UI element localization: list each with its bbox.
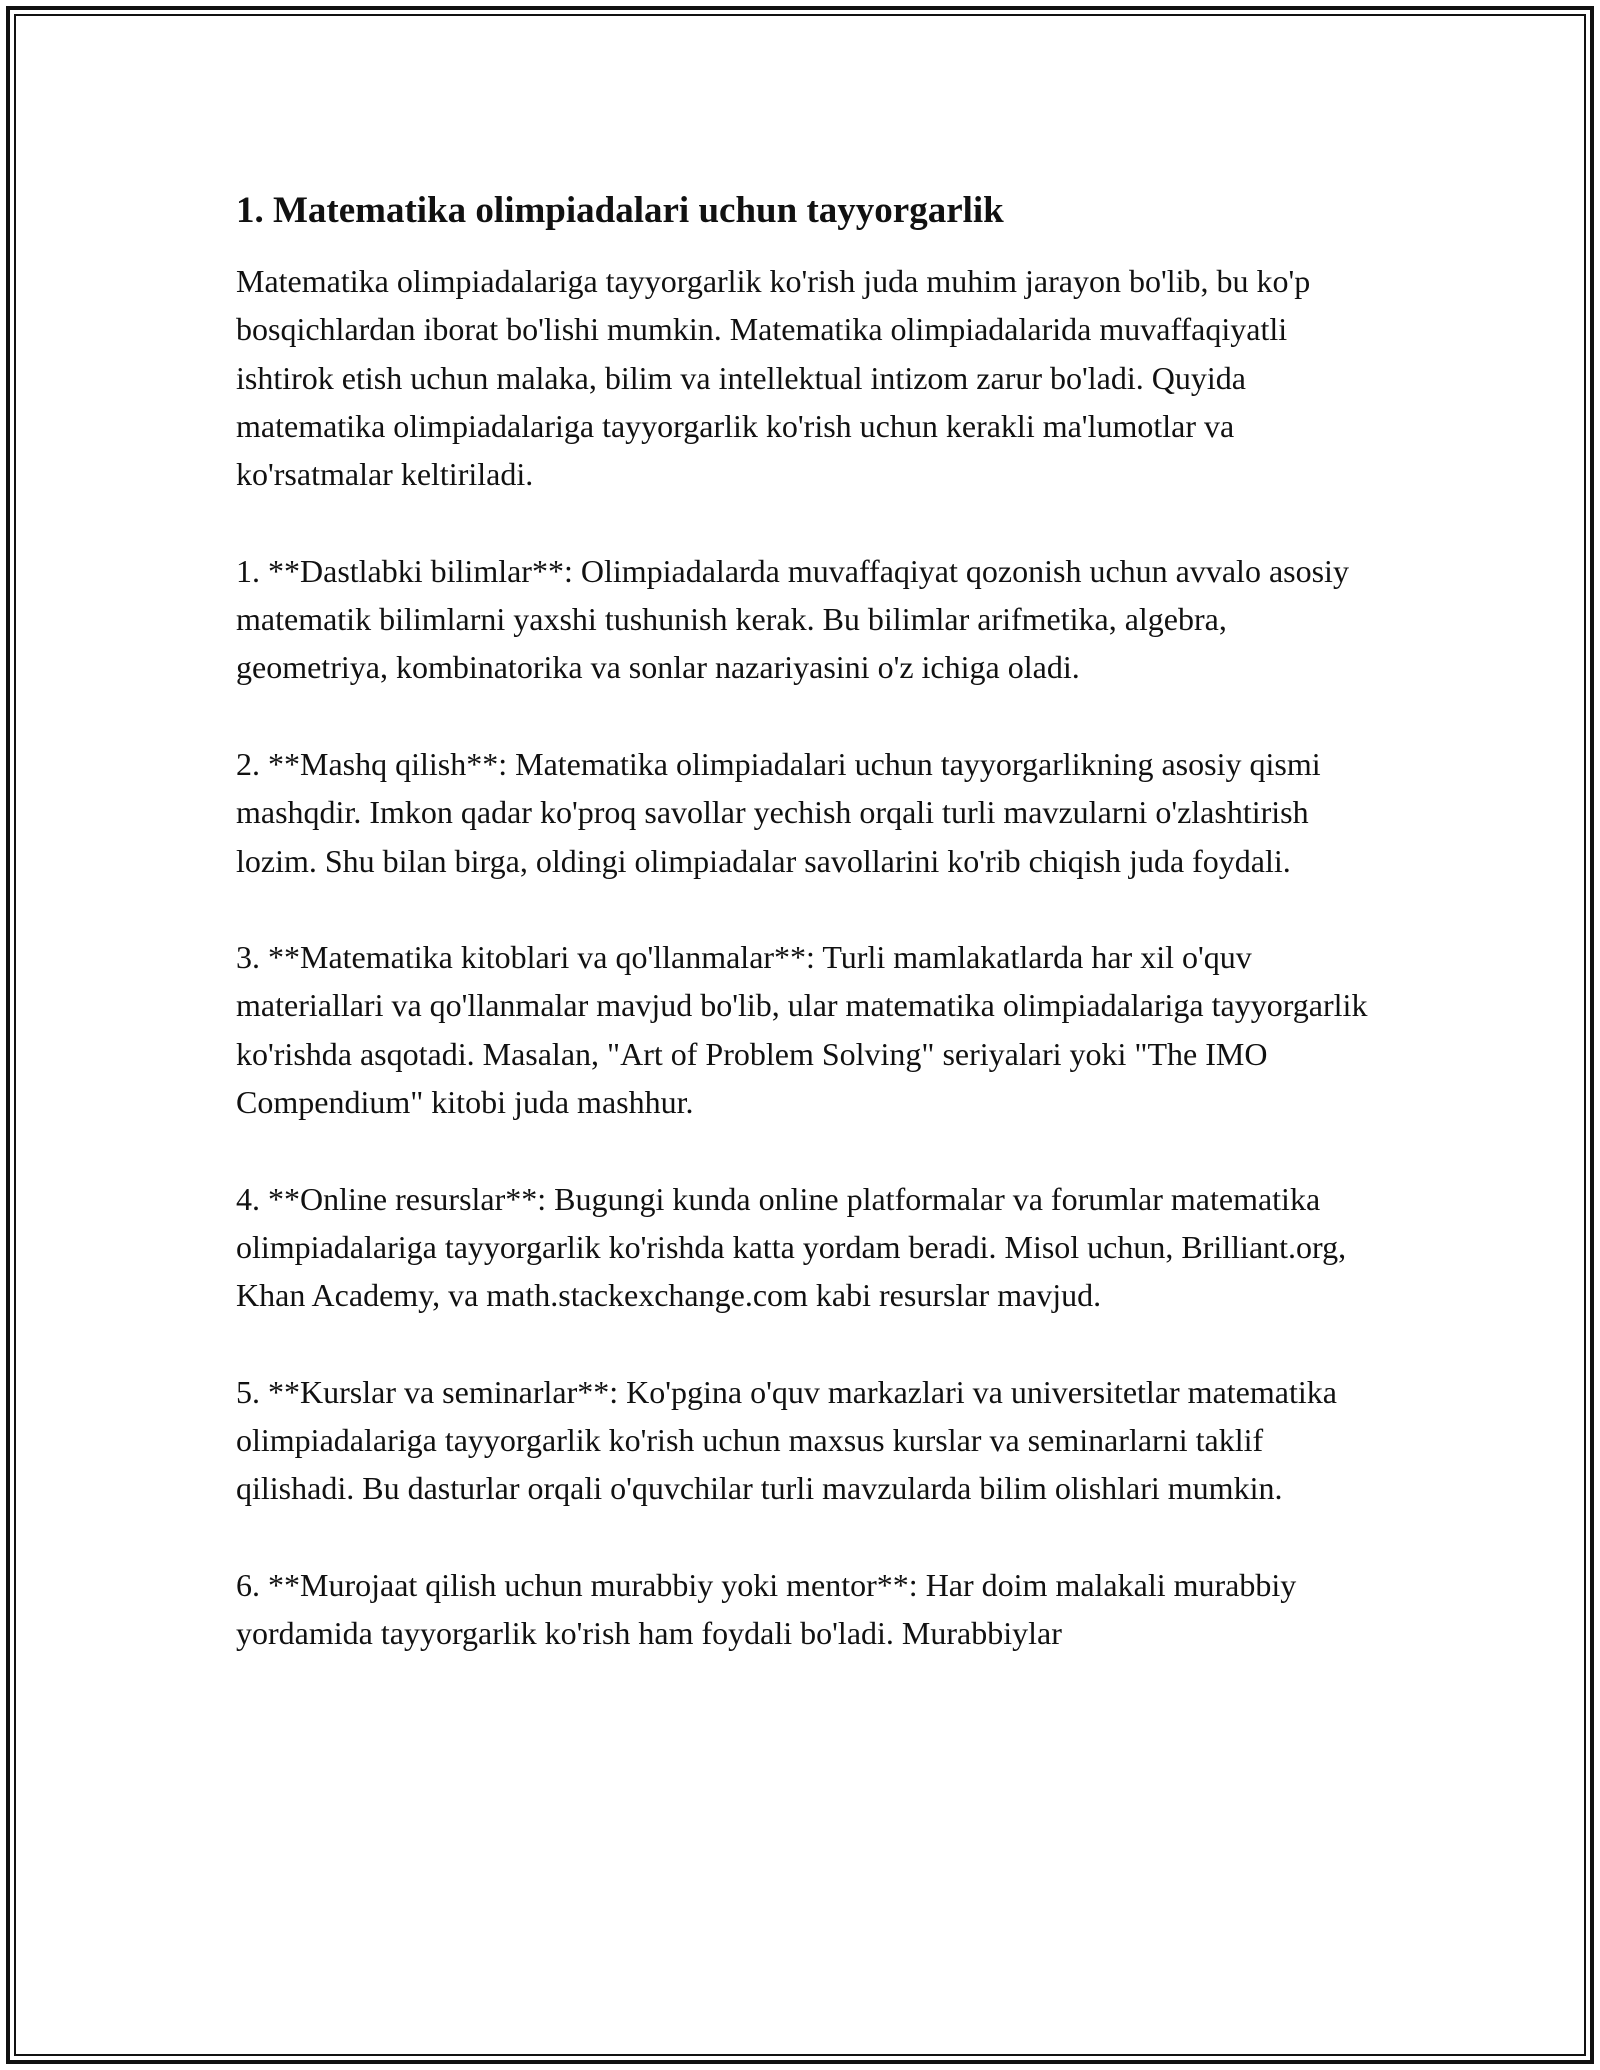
list-item-5: 5. **Kurslar va seminarlar**: Ko'pgina o'quv markazlari va universitetlar matematika olimpiadalariga tayyorgarlik ko'rish uchun maxsus kurslar va seminarlarni taklif qilishadi. Bu dasturlar orqali o'quvchilar turli mavzularda bilim olishlari mumkin. (236, 1373, 1337, 1507)
list-item-6: 6. **Murojaat qilish uchun murabbiy yoki mentor**: Har doim malakali murabbiy yordamida tayyorgarlik ko'rish ham foydali bo'ladi. Murabbiylar (236, 1567, 1297, 1652)
document-body (236, 185, 1376, 1658)
list-item-4: 4. **Online resurslar**: Bugungi kunda online platformalar va forumlar matematika olimpiadalariga tayyorgarlik ko'rishda katta yordam beradi. Misol uchun, Brilliant.org, Khan Academy, va math.stackexchange.com kabi resurslar mavjud. (236, 1180, 1347, 1314)
intro-paragraph: Matematika olimpiadalariga tayyorgarlik ko'rish juda muhim jarayon bo'lib, bu ko'p bosqichlardan iborat bo'lishi mumkin. Matematika olimpiadalarida muvaffaqiyatli ishtirok etish uchun malaka, bilim va intellektual intizom zarur bo'ladi. Quyida matematika olimpiadalariga tayyorgarlik ko'rish uchun kerakli ma'lumotlar va ko'rsatmalar keltiriladi. (236, 263, 1311, 493)
section-heading: 1. Matematika olimpiadalari uchun tayyorgarlik (236, 190, 1004, 231)
list-item-2: 2. **Mashq qilish**: Matematika olimpiadalari uchun tayyorgarlikning asosiy qismi mashqdir. Imkon qadar ko'proq savollar yechish orqali turli mavzularni o'zlashtirish lozim. Shu bilan birga, oldingi olimpiadalar savollarini ko'rib chiqish juda foydali. (236, 745, 1321, 879)
list-item-1: 1. **Dastlabki bilimlar**: Olimpiadalarda muvaffaqiyat qozonish uchun avvalo asosiy matematik bilimlarni yaxshi tushunish kerak. Bu bilimlar arifmetika, algebra, geometriya, kombinatorika va sonlar nazariyasini o'z ichiga oladi. (236, 552, 1349, 686)
list-item-3: 3. **Matematika kitoblari va qo'llanmalar**: Turli mamlakatlarda har xil o'quv materiallari va qo'llanmalar mavjud bo'lib, ular matematika olimpiadalariga tayyorgarlik ko'rishda asqotadi. Masalan, "Art of Problem Solving" seriyalari yoki "The IMO Compendium" kitobi juda mashhur. (236, 939, 1368, 1121)
